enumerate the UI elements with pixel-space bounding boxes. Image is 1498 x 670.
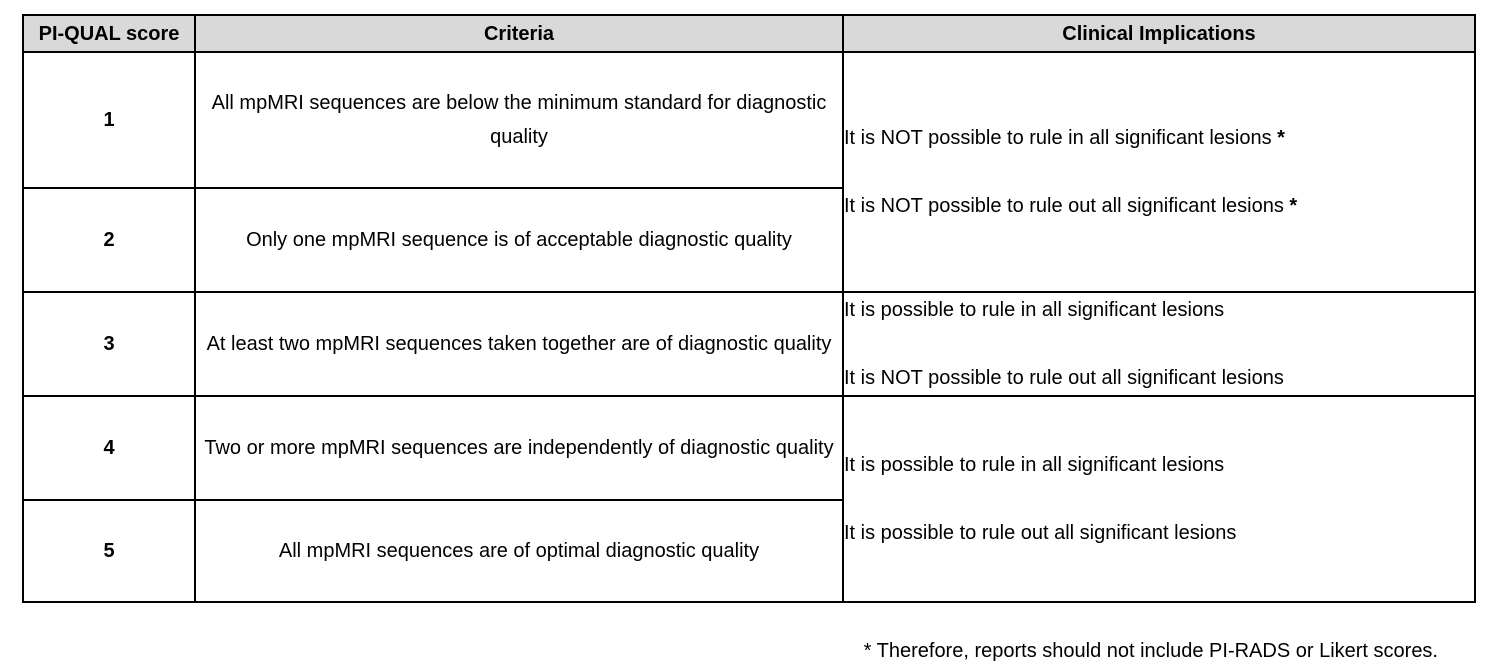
implication-line: It is NOT possible to rule out all significant lesions * bbox=[844, 195, 1298, 217]
implication-line: It is possible to rule in all significant lesions bbox=[844, 299, 1225, 321]
table-row bbox=[23, 292, 1475, 396]
criteria-cell: At least two mpMRI sequences taken together are of diagnostic quality bbox=[195, 292, 843, 396]
score-cell: 4 bbox=[23, 396, 195, 500]
score-cell: 5 bbox=[23, 500, 195, 602]
implication-line: It is possible to rule out all significant lesions bbox=[844, 522, 1237, 544]
header-criteria: Criteria bbox=[195, 15, 843, 52]
table-header-row bbox=[23, 15, 1475, 52]
score-cell: 3 bbox=[23, 292, 195, 396]
implications-cell bbox=[843, 52, 1475, 292]
criteria-cell: All mpMRI sequences are below the minimum standard for diagnostic quality bbox=[195, 52, 843, 188]
table-row bbox=[23, 396, 1475, 500]
criteria-cell: Only one mpMRI sequence is of acceptable diagnostic quality bbox=[195, 188, 843, 292]
score-cell: 1 bbox=[23, 52, 195, 188]
criteria-cell: Two or more mpMRI sequences are independently of diagnostic quality bbox=[195, 396, 843, 500]
pi-qual-table-container bbox=[22, 14, 1476, 603]
score-cell: 2 bbox=[23, 188, 195, 292]
implications-cell bbox=[843, 292, 1475, 396]
criteria-cell: All mpMRI sequences are of optimal diagnostic quality bbox=[195, 500, 843, 602]
implication-line: It is NOT possible to rule out all significant lesions bbox=[844, 367, 1284, 389]
table-row bbox=[23, 52, 1475, 188]
implication-line: It is NOT possible to rule in all significant lesions * bbox=[844, 127, 1285, 149]
pi-qual-table bbox=[22, 14, 1476, 603]
footnote: * Therefore, reports should not include PI-RADS or Likert scores. bbox=[863, 640, 1438, 662]
asterisk-mark: * bbox=[1289, 195, 1298, 217]
implications-cell bbox=[843, 396, 1475, 602]
asterisk-mark: * bbox=[1277, 127, 1285, 149]
header-score: PI-QUAL score bbox=[23, 15, 195, 52]
implication-line: It is possible to rule in all significant lesions bbox=[844, 454, 1225, 476]
header-clinical-implications: Clinical Implications bbox=[843, 15, 1475, 52]
